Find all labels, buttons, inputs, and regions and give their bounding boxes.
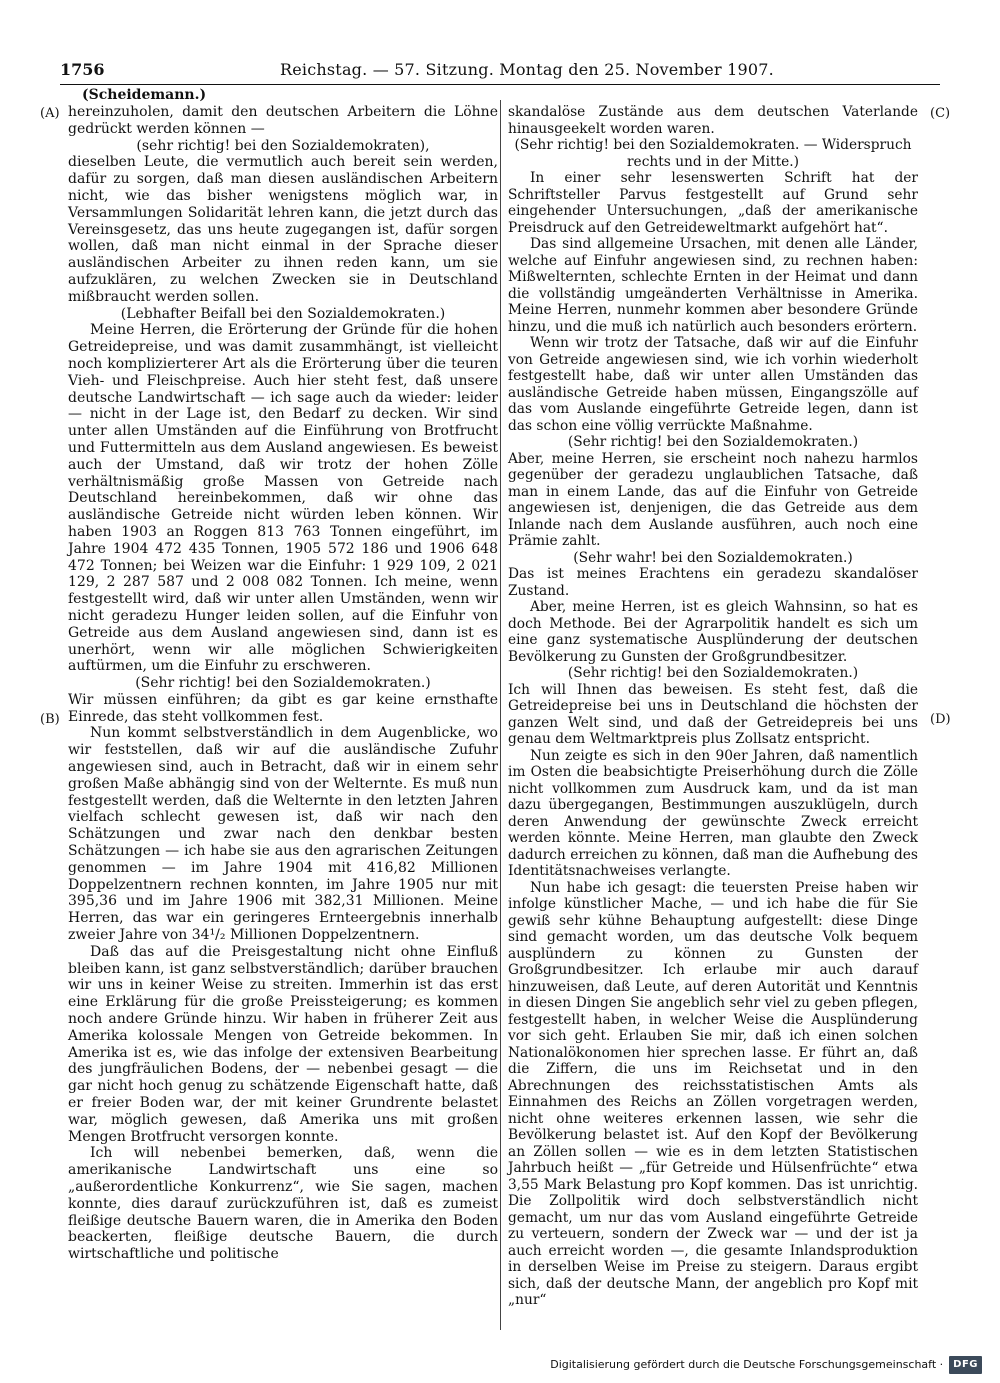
paragraph: Nun habe ich gesagt: die teuersten Preise haben wir infolge künstlicher Mache, — und ich habe die für Sie gewiß sehr kühne Behauptung aufgestellt: diese Dinge sind gemacht worden, um das deutsche Volk bequem ausplündern zu können zu Gunsten der Großgrundbesitzer. Ich erlaube mir auch darauf hinzuweisen, daß Leute, auf deren Autorität und Kenntnis in diesen Dingen Sie angeblich sehr viel zu geben pflegen, festgestellt haben, in welcher Weise die Ausplünderung vor sich geht. Erlauben Sie mir, daß ich einen solchen Nationalökonomen hier sprechen lasse. Er führt an, daß die Ziffern, die uns im Reichsetat und in den Abrechnungen des reichsstatistischen Amts als Einnahmen des Reichs an Zöllen vorgetragen werden, nicht ohne weiteres erkennen lassen, wie sehr die Bevölkerung belastet ist. Auf den Kopf der Bevölkerung an Zöllen sollen — wie es in dem letzten Statistischen Jahrbuch heißt — „für Getreide und Hülsenfrüchte“ etwa 3,55 Mark Belastung pro Kopf kommen. Das ist unrichtig. Die Zollpolitik wird doch selbstverständlich nicht gemacht, um nur das vom Ausland eingeführte Getreide zu verteuern, sondern der Zweck war — und der ist ja auch erreicht worden —, die gesamte Inlandsproduktion in derselben Weise im Preise zu steigern. Daraus ergibt sich, daß der deutsche Mann, der angeblich pro Kopf mit „nur“	[508, 879, 918, 1308]
margin-mark-a: (A)	[40, 106, 60, 121]
margin-mark-c: (C)	[930, 106, 951, 121]
paragraph: Ich will nebenbei bemerken, daß, wenn die amerikanische Landwirtschaft uns eine so „außerordentliche Konkurrenz“, wie Sie sagen, machen konnte, dies darauf zurückzuführen ist, daß es zumeist fleißige deutsche Bauern waren, die in Amerika den Boden beackerten, fleißige deutsche Bauern, die durch wirtschaftliche und politische	[68, 1145, 498, 1263]
paragraph: Wir müssen einführen; da gibt es gar keine ernsthafte Einrede, das steht vollkommen fest.	[68, 691, 498, 725]
right-text-column	[508, 104, 918, 1309]
footer-text: Digitalisierung gefördert durch die Deutsche Forschungsgemeinschaft ·	[550, 1358, 944, 1371]
paragraph: Das ist meines Erachtens ein geradezu skandalöser Zustand.	[508, 566, 918, 599]
interjection: (Lebhafter Beifall bei den Sozialdemokraten.)	[120, 305, 446, 322]
paragraph: In einer sehr lesenswerten Schrift hat der Schriftsteller Parvus festgestellt auf Grund sehr eingehender Untersuchungen, „daß der amerikanische Preisdruck auf den Getreideweltmarkt aufgehört hat“.	[508, 170, 918, 236]
column-divider	[500, 100, 501, 1330]
page-number: 1756	[60, 60, 105, 79]
interjection: (sehr richtig! bei den Sozialdemokraten),	[136, 137, 430, 154]
paragraph: Nun zeigte es sich in den 90er Jahren, daß namentlich im Osten die beabsichtigte Preiserhöhung durch die Zölle nicht vollkommen zum Ausdruck kam, und da ist man dazu übergegangen, Bestimmungen auszuklügeln, durch deren Anwendung der gewünschte Zweck erreicht werden könnte. Meine Herren, man glaubte den Zweck dadurch erreichen zu können, daß man die Aufhebung des Identitätsnachweises verlangte.	[508, 747, 918, 879]
paragraph: Nun kommt selbstverständlich in dem Augenblicke, wo wir feststellen, daß wir auf die ausländische Zufuhr angewiesen sind, auch in Betracht, daß wir in einem sehr großen Maße abhängig sind von der Welternte. Es muß nun festgestellt werden, daß die Welternte in den letzten Jahren vielfach schlecht gewesen ist, daß wir nach den Schätzungen und zwar nach den denkbar besten Schätzungen — ich habe sie aus den agrarischen Zeitungen genommen — im Jahre 1904 mit 416,82 Millionen Doppelzentnern rechnen konnten, im Jahre 1905 nur mit 395,36 und im Jahre 1906 mit 382,31 Millionen. Meine Herren, das war ein geringeres Ernteergebnis innerhalb zweier Jahre von 34¹/₂ Millionen Doppelzentnern.	[68, 725, 498, 944]
paragraph: Aber, meine Herren, ist es gleich Wahnsinn, so hat es doch Methode. Bei der Agrarpolitik handelt es sich um eine ganz systematische Ausplünderung der deutschen Bevölkerung zu Gunsten der Großgrundbesitzer.	[508, 599, 918, 665]
paragraph: Ich will Ihnen das beweisen. Es steht fest, daß die Getreidepreise bei uns in Deutschland die höchsten der ganzen Welt sind, und daß der Getreidepreis bei uns genau dem Weltmarktpreis plus Zollsatz entspricht.	[508, 681, 918, 747]
interjection: (Sehr wahr! bei den Sozialdemokraten.)	[573, 549, 853, 566]
interjection: (Sehr richtig! bei den Sozialdemokraten. — Widerspruch rechts und in der Mitte.)	[514, 137, 912, 170]
paragraph: Daß das auf die Preisgestaltung nicht ohne Einfluß bleiben kann, ist ganz selbstverständlich; darüber brauchen wir uns in keiner Weise zu streiten. Immerhin ist das erst eine Erklärung für die große Preissteigerung; es kommen noch andere Gründe hinzu. Wir haben in früherer Zeit aus Amerika kolossale Mengen von Getreide bekommen. In Amerika ist es, wie das infolge der extensiven Bearbeitung des jungfräulichen Bodens, der — nebenbei gesagt — die gar nicht hoch genug zu schätzende Eigenschaft hatte, daß er freier Boden war, der mit keiner Grundrente belastet war, möglich gewesen, daß Amerika uns mit großen Mengen Brotfrucht versorgen konnte.	[68, 943, 498, 1145]
paragraph: dieselben Leute, die vermutlich auch bereit sein werden, dafür zu sorgen, daß man diesen ausländischen Arbeitern nicht, wie das bisher wenigstens möglich war, in Versammlungen Solidarität lehren kann, die jetzt durch das Vereinsgesetz, das uns heute zugegangen ist, dafür sorgen wollen, daß man nicht einmal in der Sprache dieser ausländischen Arbeiter zu ihnen reden kann, um sie aufzuklären, zu welchen Zwecken sie in Deutschland mißbraucht werden sollen.	[68, 154, 498, 305]
paragraph: skandalöse Zustände aus dem deutschen Vaterlande hinausgeekelt worden waren.	[508, 104, 918, 137]
paragraph: Aber, meine Herren, sie erscheint noch nahezu harmlos gegenüber der geradezu unglaublichen Tatsache, daß man in einem Lande, das auf die Einfuhr von Getreide angewiesen ist, denjenigen, die das Getreide aus dem Inlande nach dem Auslande ausführen, auch noch eine Prämie zahlt.	[508, 450, 918, 549]
speaker-label: (Scheidemann.)	[82, 87, 207, 103]
paragraph: hereinzuholen, damit den deutschen Arbeitern die Löhne gedrückt werden können —	[68, 104, 498, 137]
paragraph: Meine Herren, die Erörterung der Gründe für die hohen Getreidepreise, und was damit zusammhängt, ist vielleicht noch komplizierterer Art als die Erörterung über die teuren Vieh- und Fleischpreise. Auch hier steht fest, daß unsere deutsche Landwirtschaft — ich sage auch da wieder: leider — nicht in der Lage ist, den Bedarf zu decken. Wir sind unter allen Umständen auf die Einführung von Brotfrucht und Futtermitteln aus dem Ausland angewiesen. Es beweist auch der Umstand, daß wir trotz der hohen Zölle verhältnismäßig große Massen von Getreide nach Deutschland hereinbekommen, daß wir ohne das ausländische Getreide nicht würden leben können. Wir haben 1903 an Roggen 813 763 Tonnen eingeführt, im Jahre 1904 472 435 Tonnen, 1905 572 186 und 1906 648 472 Tonnen; bei Weizen war die Einfuhr: 1 929 109, 2 021 129, 2 287 587 und 2 008 082 Tonnen. Ich meine, wenn festgestellt wird, daß wir unter allen Umständen, wenn wir nicht geradezu Hunger leiden sollen, auf die Einfuhr von Getreide aus dem Ausland angewiesen sind, dann ist es unerhört, wenn wir alle möglichen Schwierigkeiten auftürmen, um die Einfuhr zu erschweren.	[68, 322, 498, 675]
dfg-logo: DFG	[949, 1356, 982, 1374]
margin-mark-d: (D)	[930, 712, 951, 727]
running-head: Reichstag. — 57. Sitzung. Montag den 25. November 1907.	[280, 60, 774, 79]
page-footer	[550, 1356, 982, 1374]
interjection: (Sehr richtig! bei den Sozialdemokraten.)	[135, 675, 431, 692]
page-header	[60, 58, 940, 82]
paragraph: Wenn wir trotz der Tatsache, daß wir auf die Einfuhr von Getreide angewiesen sind, wie ich vorhin wiederholt festgestellt habe, daß wir unter allen Umständen das ausländische Getreide haben müssen, Eingangszölle auf das vom Auslande eingeführte Getreide legen, dann ist das schon eine völlig verrückte Maßnahme.	[508, 335, 918, 434]
paragraph: Das sind allgemeine Ursachen, mit denen alle Länder, welche auf Einfuhr angewiesen sind, zu rechnen haben: Mißwelternten, schlechte Ernten in der Heimat und dann die vollständig umgeänderten Verhältnisse in Amerika. Meine Herren, nunmehr kommen aber besondere Gründe hinzu, und die muß ich natürlich auch besonders erörtern.	[508, 236, 918, 335]
left-text-column	[68, 104, 498, 1263]
interjection: (Sehr richtig! bei den Sozialdemokraten.)	[567, 665, 859, 681]
interjection: (Sehr richtig! bei den Sozialdemokraten.)	[567, 434, 859, 450]
header-rule	[60, 84, 940, 85]
margin-mark-b: (B)	[40, 712, 60, 727]
